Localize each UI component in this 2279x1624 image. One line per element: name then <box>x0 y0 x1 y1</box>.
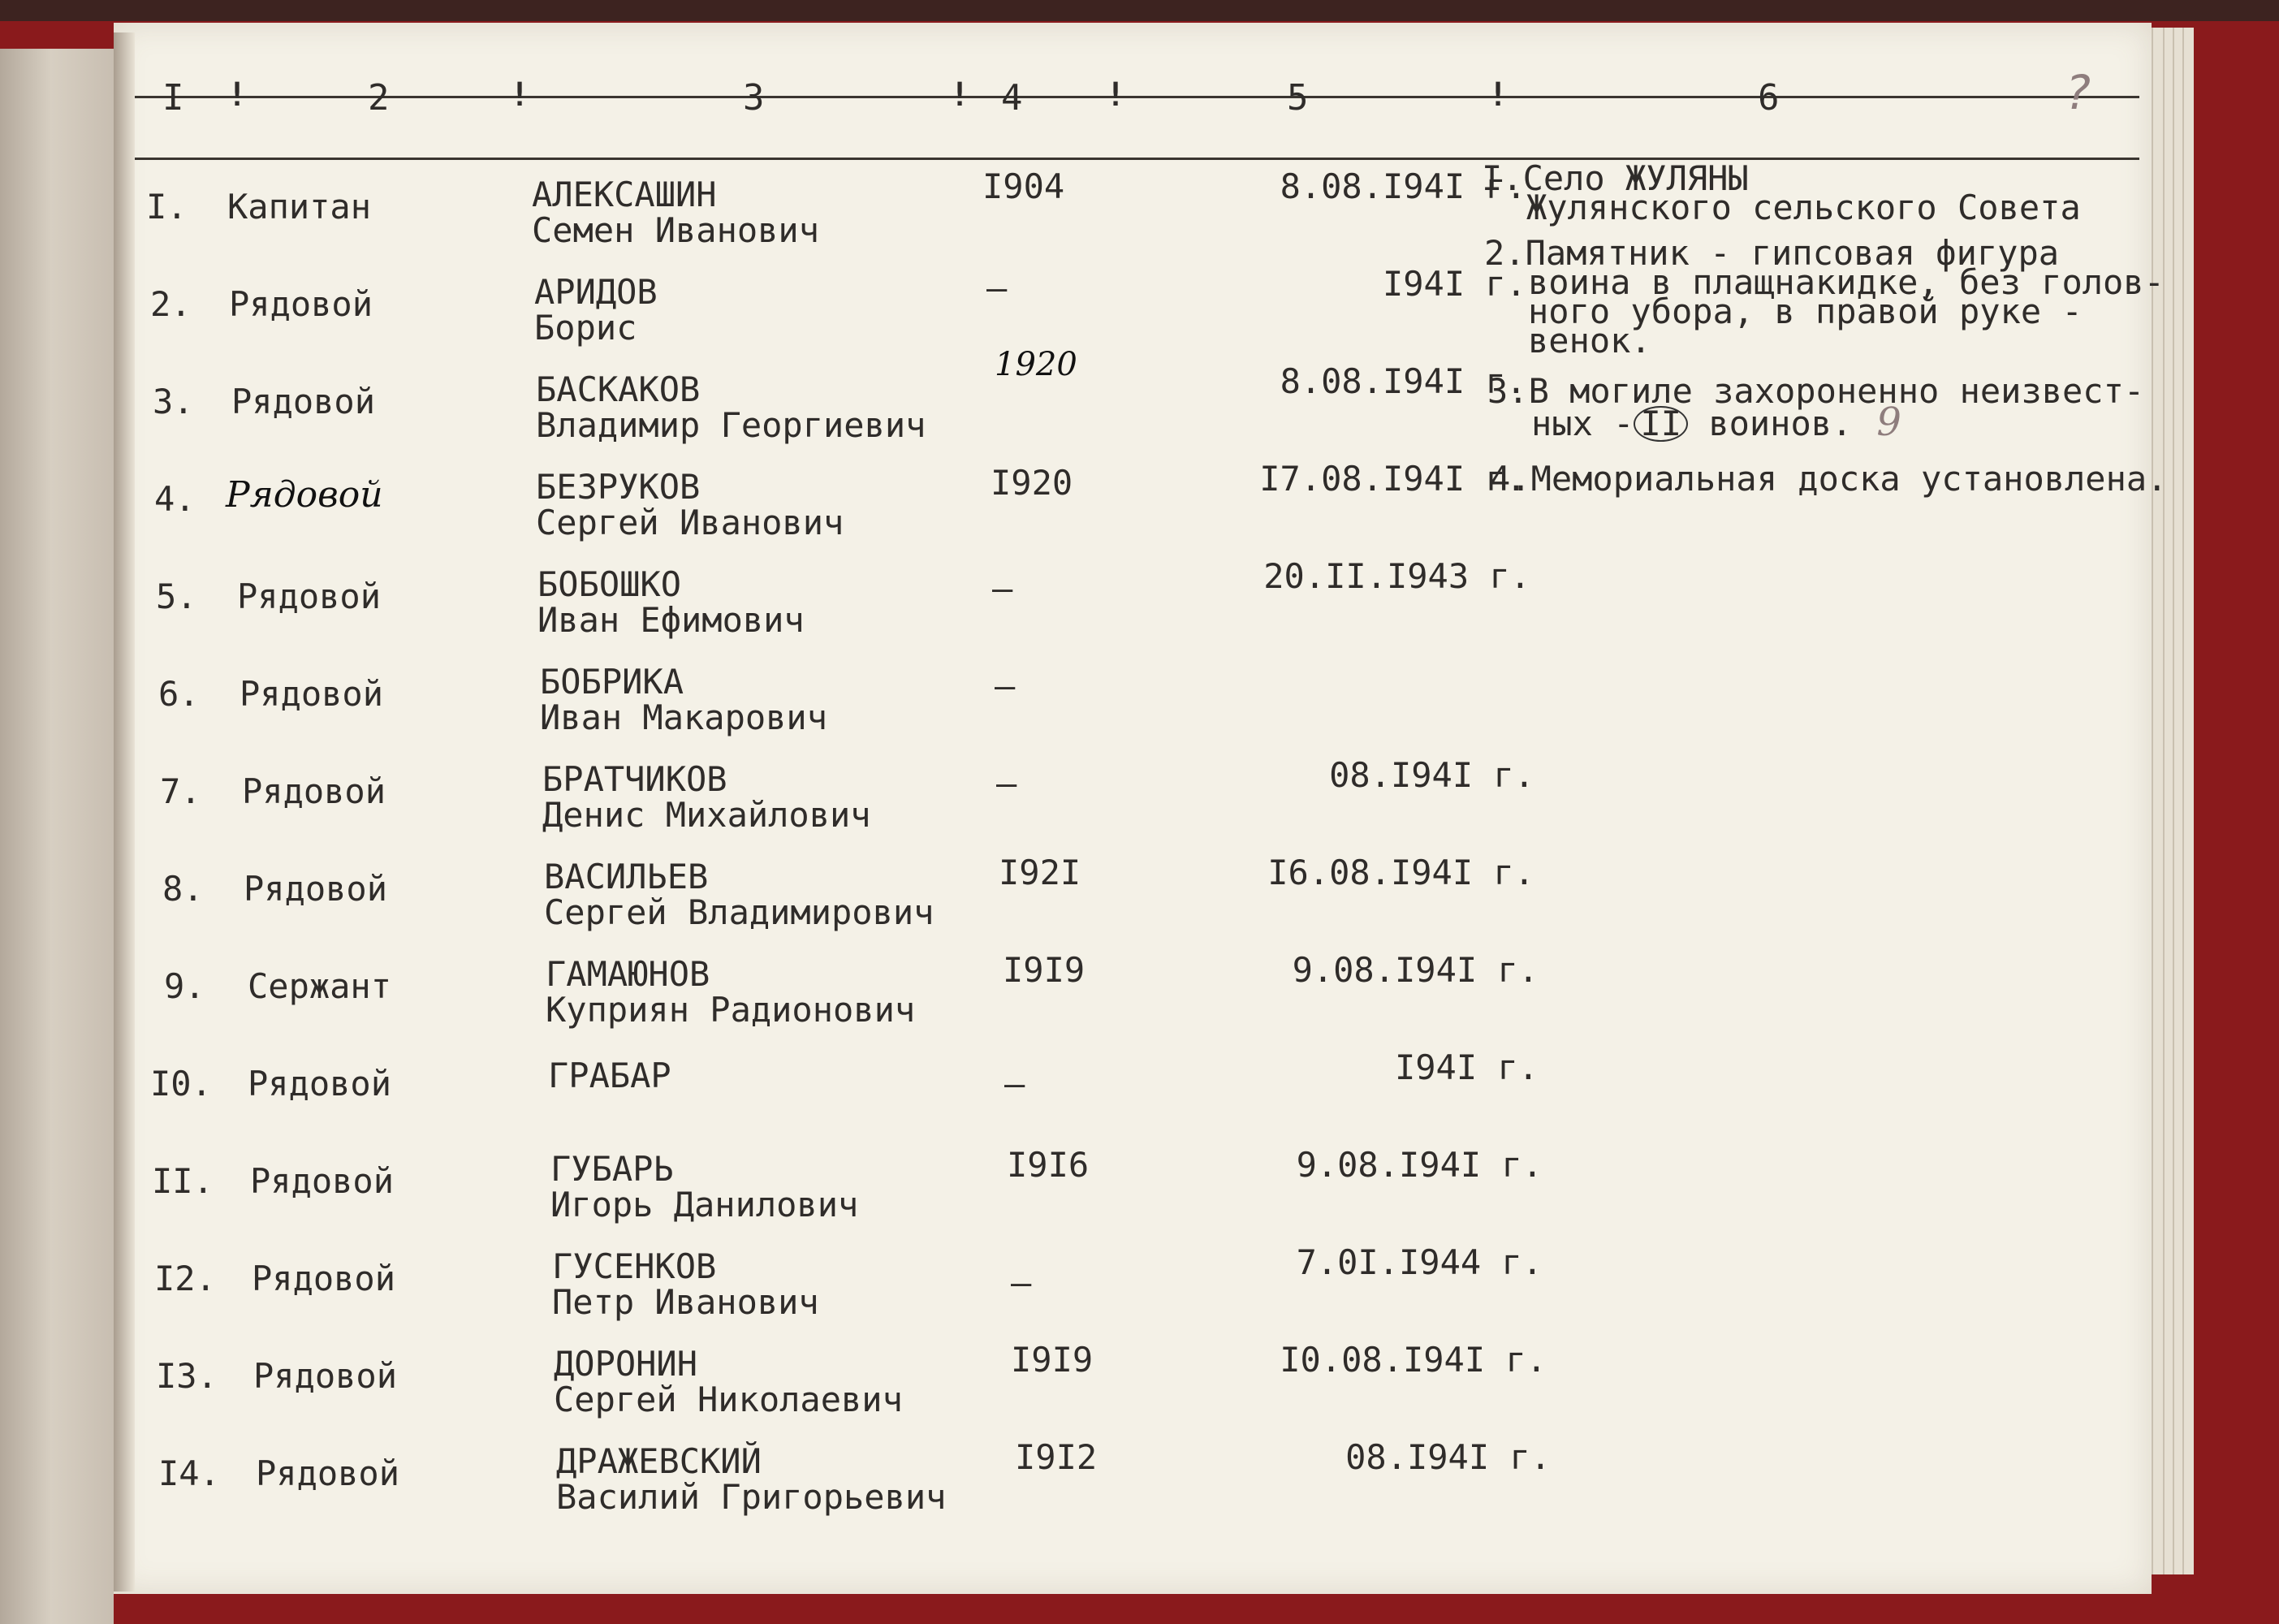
rank: Рядовой <box>252 1259 396 1298</box>
row-number: 9. <box>164 966 205 1006</box>
given-names: Денис Михайлович <box>542 795 871 835</box>
row-number: I2. <box>154 1259 216 1298</box>
rank: Рядовой <box>242 771 386 811</box>
column-separator: ! <box>510 76 530 114</box>
header-top-rule <box>134 96 2139 98</box>
column-header-5: 5 <box>1287 77 1309 119</box>
note-1-line-2: Жулянского сельского Совета <box>1526 188 2081 227</box>
given-names: Сергей Владимирович <box>544 892 934 932</box>
row-number: 5. <box>156 577 197 616</box>
column-separator: ! <box>1488 76 1509 114</box>
column-separator: ! <box>227 76 248 114</box>
circled-count: II <box>1634 406 1688 442</box>
given-names: Василий Григорьевич <box>556 1477 947 1517</box>
birth-year: — <box>995 666 1016 706</box>
given-names: Сергей Николаевич <box>554 1380 903 1419</box>
birth-year: I904 <box>982 166 1065 206</box>
birth-year: I92I <box>999 853 1081 892</box>
death-date: I94I г. <box>1382 264 1526 304</box>
surname: БОБОШКО <box>537 564 682 604</box>
birth-year: — <box>992 568 1013 608</box>
surname: ДРАЖЕВСКИЙ <box>556 1441 762 1481</box>
surname: АЛЕКСАШИН <box>532 175 717 214</box>
margin-question-mark: ? <box>2065 65 2091 120</box>
surname: АРИДОВ <box>534 272 658 312</box>
given-names: Семен Иванович <box>532 210 820 250</box>
surname: ГРАБАР <box>548 1056 671 1095</box>
note-2-line-3: ного убора, в правой руке - <box>1528 292 2083 331</box>
given-names: Владимир Георгиевич <box>536 405 926 445</box>
birth-year: I9I6 <box>1007 1145 1090 1185</box>
birth-year: — <box>1004 1064 1025 1104</box>
death-date: 08.I94I г. <box>1345 1437 1551 1477</box>
column-header-2: 2 <box>368 77 390 119</box>
death-date: 9.08.I94I г. <box>1296 1145 1543 1185</box>
note-4-line-1: 4.Мемориальная доска установлена. <box>1490 459 2168 499</box>
surname: ГАМАЮНОВ <box>546 954 710 994</box>
death-date: I7.08.I94I г. <box>1259 459 1526 499</box>
note-3-prefix: ных - <box>1531 404 1634 443</box>
death-date: I6.08.I94I г. <box>1267 853 1534 892</box>
given-names: Игорь Данилович <box>550 1185 859 1224</box>
row-number: 3. <box>153 382 194 421</box>
rank: Рядовой <box>256 1453 400 1493</box>
row-number: 2. <box>150 284 192 324</box>
column-header-1: I <box>162 77 184 119</box>
surname: БРАТЧИКОВ <box>542 759 727 799</box>
birth-year: I9I2 <box>1015 1437 1098 1477</box>
header-bottom-rule <box>134 158 2139 160</box>
death-date: I94I г. <box>1394 1047 1539 1087</box>
row-number: 4. <box>154 479 196 519</box>
surname: БЕЗРУКОВ <box>536 467 701 507</box>
note-2-line-1: 2.Памятник - гипсовая фигура <box>1484 233 2060 273</box>
rank: Рядовой <box>231 382 376 421</box>
note-3-suffix: воинов. <box>1708 404 1853 443</box>
note-2-line-4: венок. <box>1528 321 1651 361</box>
surname: БОБРИКА <box>540 662 684 702</box>
death-date: 08.I94I г. <box>1329 755 1534 795</box>
surname: ГУСЕНКОВ <box>552 1246 717 1286</box>
rank: Капитан <box>227 187 372 227</box>
book-cover-top <box>0 0 2279 21</box>
row-number: 7. <box>160 771 201 811</box>
column-header-3: 3 <box>743 77 765 119</box>
book-binding <box>114 32 135 1592</box>
rank: Рядовой <box>244 869 388 909</box>
given-names: Петр Иванович <box>552 1282 819 1322</box>
handwritten-birth-year: 1920 <box>995 346 1077 383</box>
row-number: I. <box>146 187 188 227</box>
surname: ВАСИЛЬЕВ <box>544 857 709 896</box>
rank: Сержант <box>248 966 392 1006</box>
given-names: Куприян Радионович <box>546 990 916 1030</box>
death-date: I0.08.I94I г. <box>1280 1340 1547 1380</box>
row-number: 8. <box>162 869 204 909</box>
note-3-line-2 <box>1531 400 1901 445</box>
surname: БАСКАКОВ <box>536 369 701 409</box>
given-names: Сергей Иванович <box>536 503 844 542</box>
rank: Рядовой <box>237 577 382 616</box>
rank: Рядовой <box>253 1356 398 1396</box>
birth-year: I9I9 <box>1003 950 1086 990</box>
birth-year: — <box>996 763 1017 803</box>
note-2-line-2: воина в плащнакидке, без голов- <box>1528 262 2165 302</box>
row-number: I4. <box>158 1453 220 1493</box>
column-header-6: 6 <box>1758 77 1780 119</box>
surname: ДОРОНИН <box>554 1344 698 1384</box>
death-date: 7.0I.I944 г. <box>1296 1242 1543 1282</box>
birth-year: — <box>986 268 1008 308</box>
document-page <box>114 23 2168 1594</box>
note-3-line-1: 3.В могиле захороненно неизвест- <box>1487 371 2145 411</box>
row-number: I3. <box>156 1356 218 1396</box>
column-separator: ! <box>950 76 970 114</box>
left-facing-page <box>0 49 114 1624</box>
rank: Рядовой <box>229 284 373 324</box>
rank: Рядовой <box>250 1161 395 1201</box>
handwritten-rank: Рядовой <box>226 474 383 516</box>
death-date: 20.II.I943 г. <box>1263 556 1530 596</box>
row-number: I0. <box>150 1064 212 1104</box>
given-names: Иван Ефимович <box>537 600 805 640</box>
surname: ГУБАРЬ <box>550 1149 674 1189</box>
rank: Рядовой <box>240 674 384 714</box>
page-stack-edge <box>2182 28 2194 1574</box>
row-number: II. <box>152 1161 214 1201</box>
column-header-4: 4 <box>1001 77 1023 119</box>
pencil-annotation: 9 <box>1876 400 1901 445</box>
death-date: 9.08.I94I г. <box>1292 950 1539 990</box>
given-names: Иван Макарович <box>540 698 828 737</box>
column-separator: ! <box>1106 76 1126 114</box>
birth-year: I920 <box>991 463 1073 503</box>
note-1-line-1: I.Село ЖУЛЯНЫ <box>1482 158 1749 198</box>
rank: Рядовой <box>248 1064 392 1104</box>
given-names: Борис <box>534 308 637 348</box>
row-number: 6. <box>158 674 200 714</box>
death-date: 8.08.I94I г. <box>1280 361 1526 401</box>
birth-year: — <box>1011 1263 1032 1302</box>
death-date: 8.08.I94I г. <box>1280 166 1526 206</box>
birth-year: I9I9 <box>1011 1340 1094 1380</box>
